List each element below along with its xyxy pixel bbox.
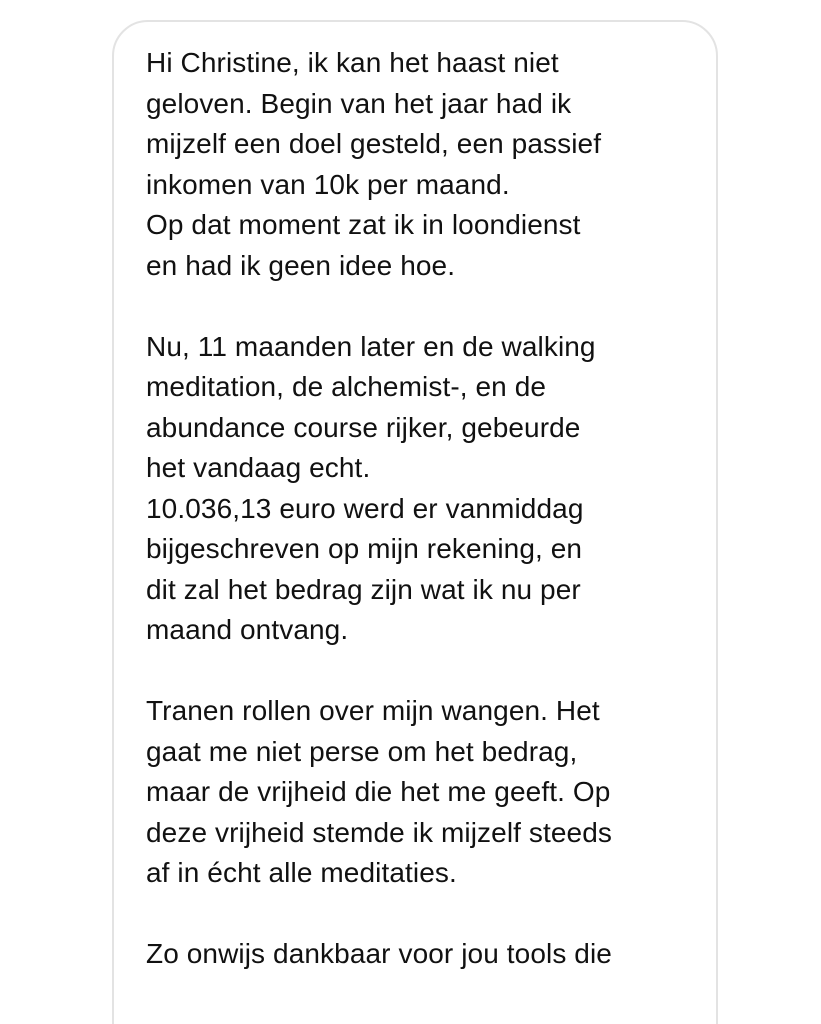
message-line: Nu, 11 maanden later en de walking xyxy=(146,330,596,362)
paragraph-break xyxy=(146,651,706,692)
message-line: Zo onwijs dankbaar voor jou tools die xyxy=(146,938,612,969)
message-line: geloven. Begin van het jaar had ik xyxy=(146,87,572,119)
message-line: het vandaag echt. xyxy=(146,452,371,483)
message-line: maand ontvang. xyxy=(146,614,349,645)
message-line: dit zal het bedrag zijn wat ik nu per xyxy=(146,573,581,605)
message-line: bijgeschreven op mijn rekening, en xyxy=(146,533,583,564)
message-line: Op dat moment zat ik in loondienst xyxy=(146,209,581,240)
paragraph-break xyxy=(146,286,706,327)
message-line: Hi Christine, ik kan het haast niet xyxy=(146,47,559,78)
message-line: deze vrijheid stemde ik mijzelf steeds xyxy=(146,816,612,848)
message-line: abundance course rijker, gebeurde xyxy=(146,411,581,443)
message-text xyxy=(146,43,706,975)
paragraph-break xyxy=(146,894,706,935)
message-line: gaat me niet perse om het bedrag, xyxy=(146,735,578,767)
message-line: Tranen rollen over mijn wangen. Het xyxy=(146,695,600,726)
message-line: 10.036,13 euro werd er vanmiddag xyxy=(146,492,584,524)
message-line: en had ik geen idee hoe. xyxy=(146,249,456,281)
message-line: inkomen van 10k per maand. xyxy=(146,168,510,200)
message-line: maar de vrijheid die het me geeft. Op xyxy=(146,776,611,807)
message-line: meditation, de alchemist-, en de xyxy=(146,371,547,402)
message-line: mijzelf een doel gesteld, een passief xyxy=(146,128,602,159)
message-line: af in écht alle meditaties. xyxy=(146,857,457,888)
